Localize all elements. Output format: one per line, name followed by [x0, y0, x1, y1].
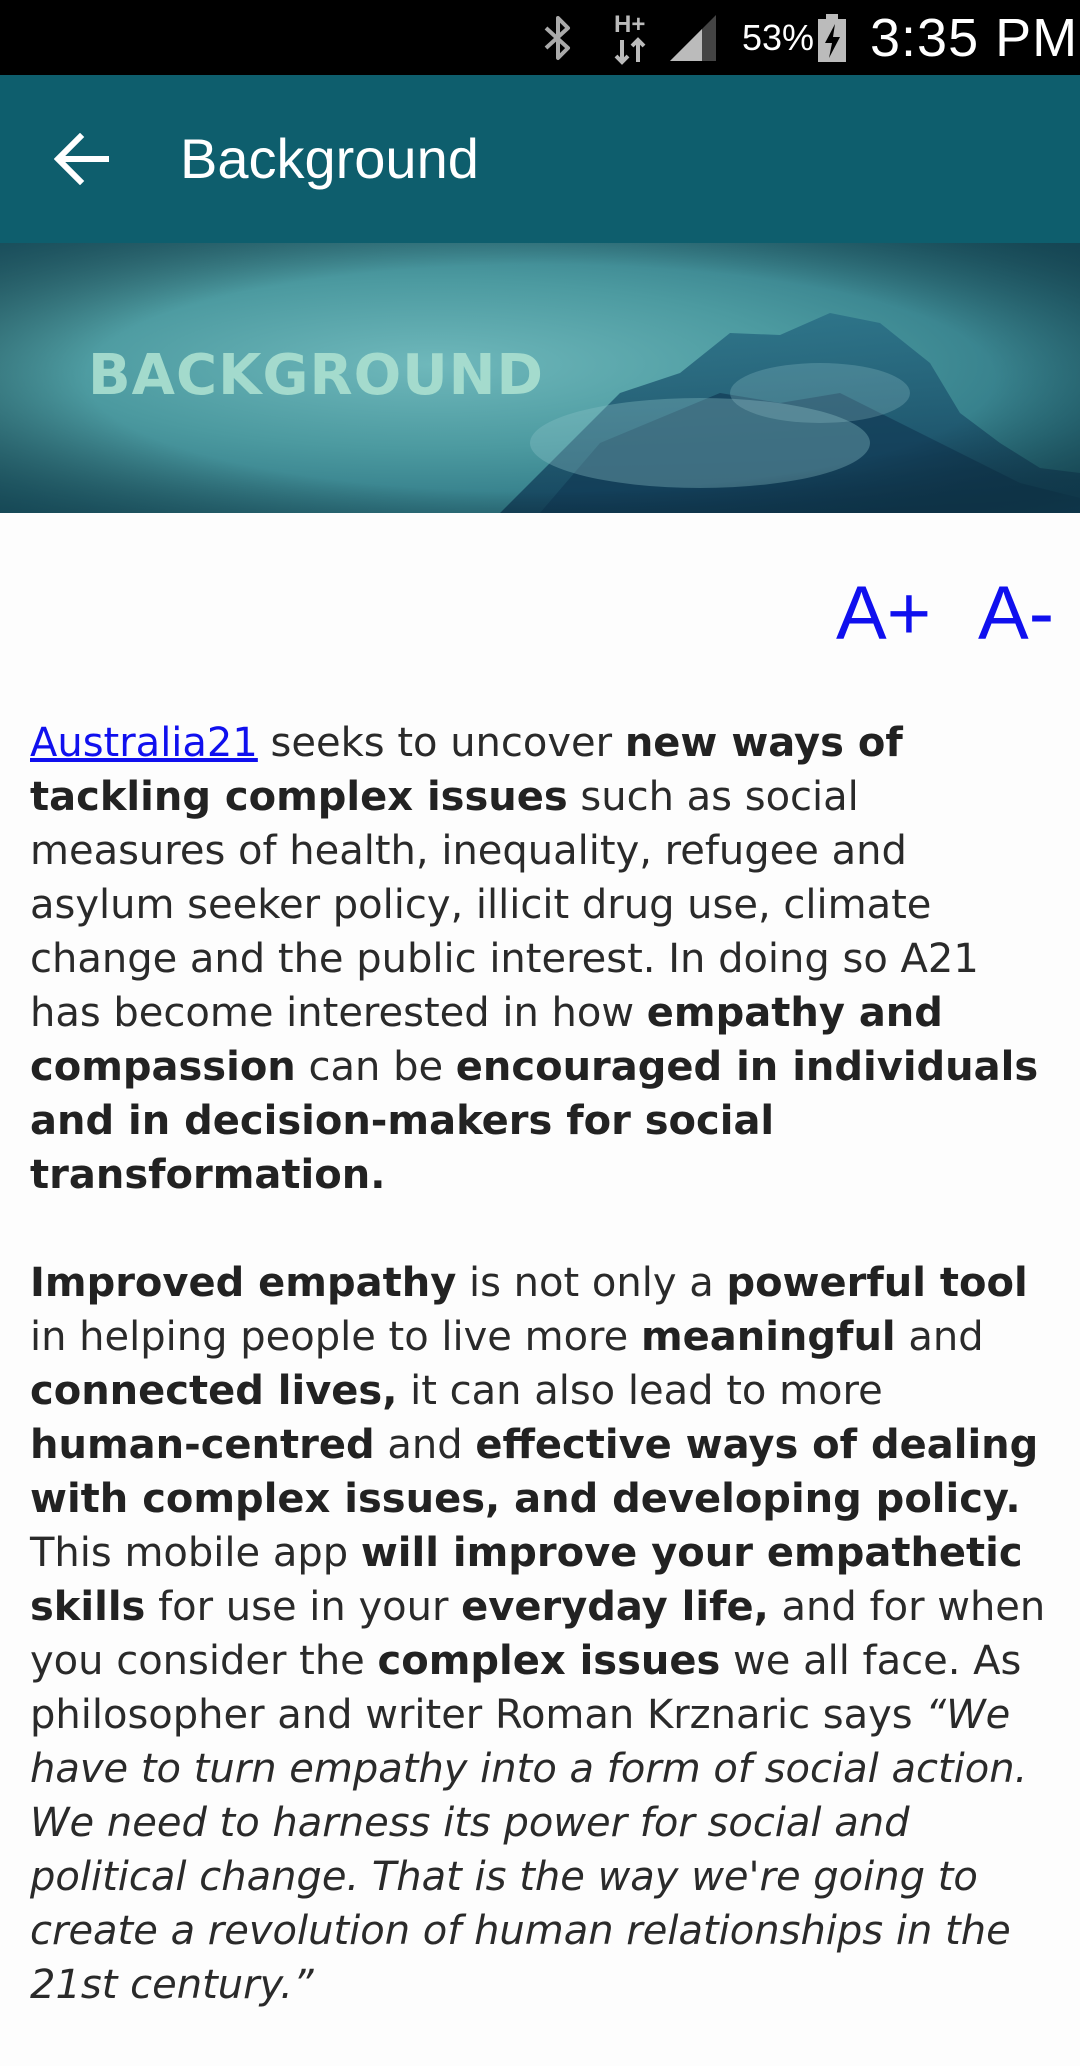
page-title: Background: [180, 127, 479, 190]
emphasis: powerful tool: [726, 1260, 1028, 1306]
text: in helping people to live more: [30, 1314, 641, 1360]
app-bar: [0, 75, 1080, 243]
emphasis: connected lives,: [30, 1368, 398, 1414]
back-button[interactable]: [40, 117, 124, 201]
font-increase-button[interactable]: A+: [836, 571, 932, 656]
krznaric-quote: “We have to turn empathy into a form of social action. We need to harness its power for social and political change. That is the way we're going to create a revolution of human relationships in the 21st century.”: [30, 1692, 1028, 2008]
text: for use in your: [145, 1584, 462, 1630]
bluetooth-icon: [540, 0, 580, 75]
emphasis: complex issues: [377, 1638, 721, 1684]
status-clock: 3:35 PM: [870, 7, 1079, 68]
emphasis: human-centred: [30, 1422, 375, 1468]
text: is not only a: [456, 1260, 727, 1306]
network-hplus-icon: [612, 0, 656, 75]
text: and: [374, 1422, 476, 1468]
battery-charging-icon: [816, 0, 850, 75]
svg-text:H+: H+: [614, 10, 646, 38]
status-bar: [0, 0, 1080, 75]
text: and for when you consider the: [30, 1584, 1046, 1684]
australia21-link[interactable]: Australia21: [30, 720, 258, 766]
battery-percent: 53%: [742, 16, 815, 58]
font-decrease-button[interactable]: A-: [978, 571, 1054, 656]
paragraph-intro: [30, 716, 1060, 1202]
emphasis: Improved empathy: [30, 1260, 457, 1306]
text: can be: [295, 1044, 456, 1090]
emphasis: everyday life,: [461, 1584, 769, 1630]
article-content: [30, 716, 1060, 2066]
emphasis: effective ways of dealing with complex issues, and developing policy.: [30, 1422, 1039, 1522]
banner-title: BACKGROUND: [88, 343, 545, 408]
text: and: [895, 1314, 984, 1360]
emphasis: new ways of tackling complex issues: [30, 720, 903, 820]
text: This mobile app: [30, 1530, 361, 1576]
text: seeks to uncover: [257, 720, 625, 766]
signal-icon: [668, 0, 722, 75]
emphasis: meaningful: [640, 1314, 896, 1360]
arrow-back-icon: [54, 133, 110, 185]
text: it can also lead to more: [397, 1368, 883, 1414]
header-banner: [0, 243, 1080, 513]
emphasis: will improve your empathetic skills: [30, 1530, 1023, 1630]
emphasis: empathy and compassion: [30, 990, 943, 1090]
text: such as social measures of health, inequality, refugee and asylum seeker policy, illicit drug use, climate change and the public interest. In doing so A21 has become interested in how: [30, 774, 979, 1036]
text: we all face. As philosopher and writer Roman Krznaric says: [30, 1638, 1022, 1738]
emphasis: encouraged in individuals and in decision-makers for social transformation.: [30, 1044, 1039, 1198]
paragraph-empathy: [30, 1256, 1060, 2012]
